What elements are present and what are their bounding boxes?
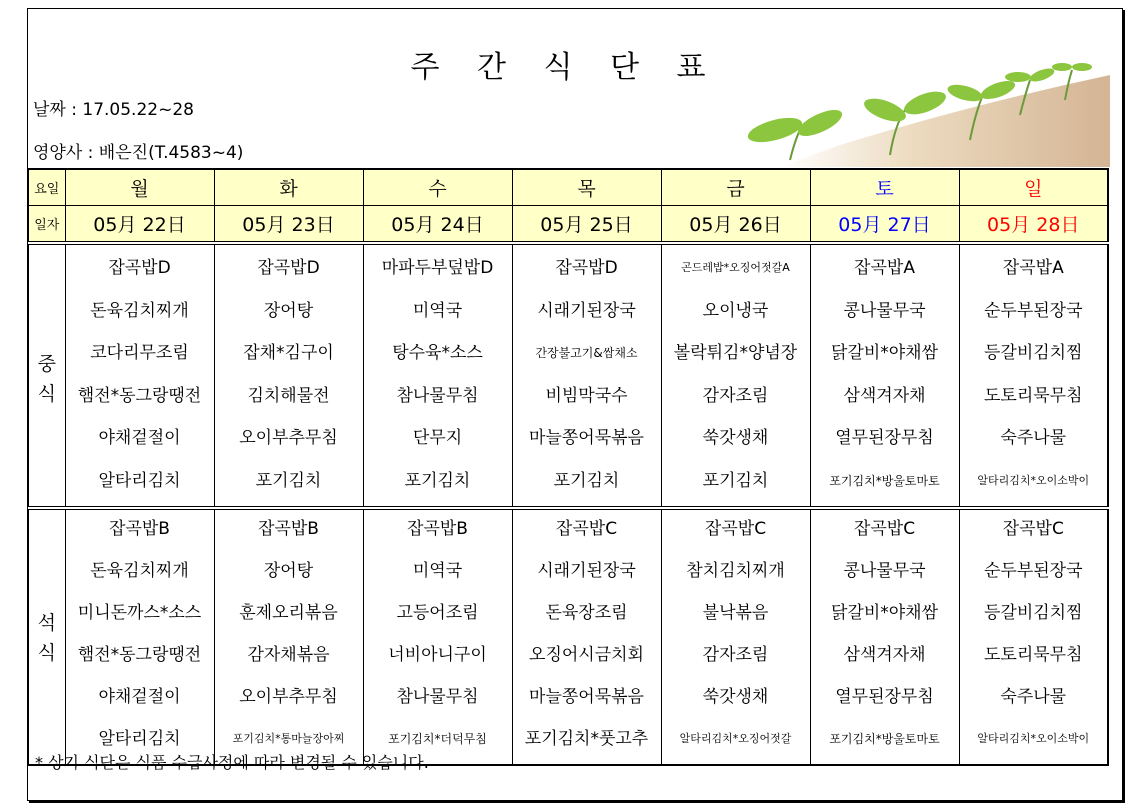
menu-item: 잡곡밥B (109, 519, 170, 539)
menu-item: 잡채*김구이 (243, 343, 334, 363)
menu-item: 등갈비김치찜 (983, 603, 1083, 623)
menu-item: 훈제오리볶음 (239, 603, 338, 623)
menu-item: 도토리묵무침 (983, 645, 1083, 665)
menu-item: 포기김치*풋고추 (524, 729, 649, 749)
menu-item: 닭갈비*야채쌈 (830, 603, 939, 623)
menu-item: 순두부된장국 (983, 300, 1083, 321)
dietitian-info: 영양사 : 배은진(T.4583~4) (33, 143, 244, 163)
menu-item: 숙주나물 (1000, 428, 1067, 448)
lunch-day-cell (65, 243, 214, 508)
menu-item: 볼락튀김*양념장 (673, 343, 798, 363)
dinner-day-cell (810, 508, 959, 765)
side-label-char: 식 (37, 382, 56, 405)
menu-item: 마늘쫑어묵볶음 (529, 687, 644, 707)
menu-item: 탕수육*소스 (392, 343, 483, 363)
menu-item: 단무지 (412, 428, 463, 448)
dinner-day-cell (512, 508, 661, 765)
weekday-header: 금 (661, 169, 810, 206)
menu-item: 오이냉국 (702, 300, 769, 321)
menu-item: 닭갈비*야채쌈 (830, 343, 939, 363)
menu-item: 잡곡밥A (854, 258, 915, 278)
sprout-illustration (720, 55, 1110, 167)
page-title: 주 간 식 단 표 (410, 50, 720, 85)
dinner_label-side-label (28, 508, 65, 765)
date-header: 05月 28日 (959, 206, 1108, 244)
dinner-day-cell (363, 508, 512, 765)
menu-item: 돈육김치찌개 (90, 300, 189, 321)
date-header: 05月 23日 (214, 206, 363, 244)
dinner-day-cell (65, 508, 214, 765)
menu-item: 열무된장무침 (835, 428, 934, 448)
date-header: 05月 24日 (363, 206, 512, 244)
side-label-char: 식 (37, 642, 56, 664)
menu-item: 열무된장무침 (835, 687, 934, 707)
menu-item: 잡곡밥B (407, 519, 468, 539)
dinner-day-cell (214, 508, 363, 765)
menu-item: 삼색겨자채 (843, 645, 926, 665)
menu-item: 미역국 (412, 300, 463, 321)
menu-item: 간장불고기&쌈채소 (535, 346, 638, 360)
menu-item: 미니돈까스*소스 (77, 603, 202, 623)
weekday-header: 화 (214, 169, 363, 206)
date-header: 05月 26日 (661, 206, 810, 244)
menu-item: 포기김치 (553, 470, 620, 491)
menu-item: 포기김치*통마늘장아찌 (232, 732, 345, 745)
menu-item: 콩나물무국 (843, 561, 926, 581)
menu-item: 등갈비김치찜 (983, 343, 1083, 363)
menu-item: 돈육장조림 (545, 603, 628, 623)
menu-item: 쑥갓생채 (702, 687, 769, 707)
menu-item: 잡곡밥C (555, 519, 618, 539)
menu-item: 포기김치 (255, 470, 322, 491)
menu-item: 잡곡밥B (258, 519, 319, 539)
menu-date: 날짜 : 17.05.22~28 (33, 100, 194, 120)
menu-item: 불낙볶음 (702, 603, 769, 623)
side-label-char: 석 (37, 612, 56, 634)
menu-item: 오징어시금치회 (529, 645, 644, 665)
menu-item: 감자채볶음 (247, 645, 330, 665)
menu-item: 참치김치찌개 (686, 561, 785, 581)
lunch-row (28, 243, 1108, 508)
menu-item: 오이부추무침 (239, 687, 338, 707)
menu-item: 알타리김치 (98, 729, 181, 749)
date-header: 05月 22日 (65, 206, 214, 244)
menu-item: 포기김치 (404, 470, 471, 491)
menu-item: 알타리김치*오이소박이 (977, 473, 1090, 487)
weekday-header: 일 (959, 169, 1108, 206)
menu-item: 장어탕 (263, 300, 314, 321)
lunch-day-cell (512, 243, 661, 508)
menu-item: 미역국 (412, 561, 463, 581)
weekday-header: 목 (512, 169, 661, 206)
menu-item: 잡곡밥D (555, 258, 618, 278)
menu-item: 야채겉절이 (98, 428, 181, 448)
menu-item: 잡곡밥C (1002, 519, 1064, 539)
menu-item: 포기김치*방울토마토 (829, 732, 940, 746)
menu-item: 감자조림 (702, 645, 769, 665)
menu-item: 햄전*동그랑땡전 (77, 385, 202, 406)
lunch-day-cell (363, 243, 512, 508)
menu-item: 알타리김치 (98, 470, 181, 491)
lunch-day-cell (214, 243, 363, 508)
menu-item: 잡곡밥C (704, 519, 767, 539)
menu-item: 잡곡밥C (853, 519, 916, 539)
weekday-label: 요일 (28, 169, 65, 206)
menu-item: 포기김치*더덕무침 (388, 732, 487, 746)
menu-item: 마파두부덮밥D (381, 258, 494, 278)
footnote: * 상기 식단은 식품 수급사정에 따라 변경될 수 있습니다. (35, 753, 429, 772)
weekday-header: 토 (810, 169, 959, 206)
menu-item: 장어탕 (263, 561, 314, 581)
menu-item: 야채겉절이 (98, 687, 181, 707)
lunch-day-cell (661, 243, 810, 508)
weekday-row (28, 169, 1108, 206)
menu-item: 마늘쫑어묵볶음 (529, 428, 644, 448)
menu-item: 알타리김치*오징어젓갈 (679, 732, 792, 745)
lunch-day-cell (810, 243, 959, 508)
weekly-menu-table (27, 168, 1109, 766)
dinner-day-cell (661, 508, 810, 765)
menu-item: 참나물무침 (396, 385, 479, 406)
weekday-header: 수 (363, 169, 512, 206)
menu-item: 오이부추무침 (239, 428, 338, 448)
menu-item: 도토리묵무침 (983, 385, 1083, 406)
dinner-row (28, 508, 1108, 765)
menu-item: 참나물무침 (396, 687, 479, 707)
menu-item: 코다리무조림 (90, 343, 189, 363)
menu-item: 김치해물전 (247, 385, 330, 406)
date-label: 일자 (28, 206, 65, 244)
menu-item: 포기김치*방울토마토 (829, 473, 940, 488)
dinner-day-cell (959, 508, 1108, 765)
side-label-char: 중 (37, 352, 56, 375)
menu-item: 돈육김치찌개 (90, 561, 189, 581)
menu-item: 순두부된장국 (983, 561, 1083, 581)
menu-item: 쑥갓생채 (702, 428, 769, 448)
date-header: 05月 25日 (512, 206, 661, 244)
menu-item: 햄전*동그랑땡전 (77, 645, 202, 665)
menu-item: 곤드레밥*오징어젓갈A (681, 261, 790, 274)
menu-item: 감자조림 (702, 385, 769, 406)
date-header: 05月 27日 (810, 206, 959, 244)
menu-item: 고등어조림 (396, 603, 479, 623)
menu-item: 삼색겨자채 (843, 385, 926, 406)
menu-item: 너비아니구이 (388, 645, 487, 665)
weekday-header: 월 (65, 169, 214, 206)
menu-item: 시래기된장국 (537, 300, 636, 321)
date-row (28, 206, 1108, 244)
menu-item: 숙주나물 (1000, 687, 1067, 707)
menu-item: 비빔막국수 (545, 385, 628, 406)
lunch_label-side-label (28, 243, 65, 508)
menu-item: 잡곡밥D (108, 258, 171, 278)
menu-item: 잡곡밥D (257, 258, 320, 278)
menu-item: 포기김치 (702, 470, 769, 491)
menu-item: 잡곡밥A (1002, 258, 1064, 278)
lunch-day-cell (959, 243, 1108, 508)
menu-item: 알타리김치*오이소박이 (977, 732, 1090, 745)
menu-item: 콩나물무국 (843, 300, 926, 321)
menu-item: 시래기된장국 (537, 561, 636, 581)
